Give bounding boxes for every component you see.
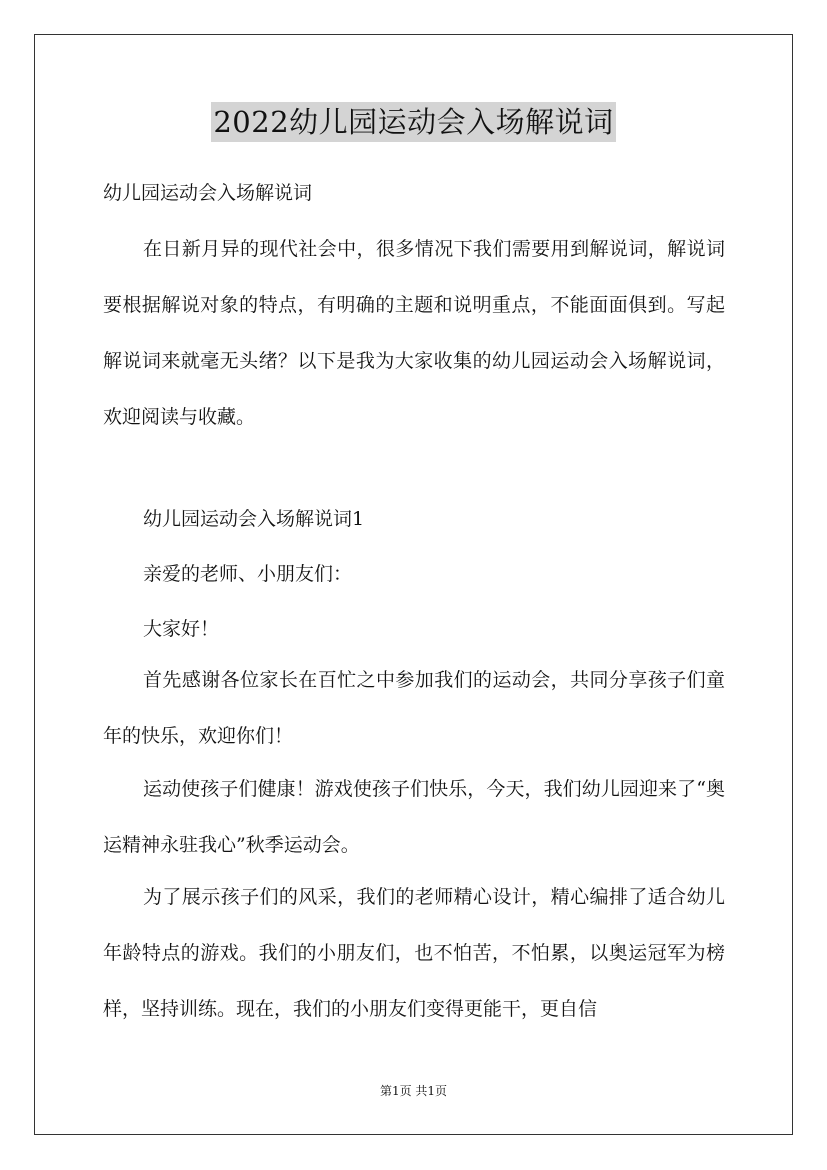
paragraph-thanks: 首先感谢各位家长在百忙之中参加我们的运动会，共同分享孩子们童年的快乐，欢迎你们！	[103, 669, 725, 747]
title-container	[0, 102, 827, 142]
paragraph-showcase: 为了展示孩子们的风采，我们的老师精心设计，精心编排了适合幼儿年龄特点的游戏。我们的小朋友们，也不怕苦，不怕累，以奥运冠军为榜样，坚持训练。现在，我们的小朋友们变得更能干，更自信	[103, 886, 725, 1020]
paragraph-section-heading: 幼儿园运动会入场解说词1	[143, 508, 365, 530]
document-title: 2022幼儿园运动会入场解说词	[211, 102, 615, 142]
paragraph-greeting: 大家好！	[143, 618, 220, 640]
page-footer: 第1页 共1页	[379, 1084, 448, 1098]
paragraph-subtitle: 幼儿园运动会入场解说词	[103, 182, 313, 204]
paragraph-salutation: 亲爱的老师、小朋友们：	[143, 563, 353, 585]
paragraph-intro: 在日新月异的现代社会中，很多情况下我们需要用到解说词，解说词要根据解说对象的特点，有明确的主题和说明重点，不能面面俱到。写起解说词来就毫无头绪？以下是我为大家收集的幼儿园运动会入场解说词，欢迎阅读与收藏。	[103, 238, 725, 428]
paragraph-sports: 运动使孩子们健康！游戏使孩子们快乐，今天，我们幼儿园迎来了“奥运精神永驻我心”秋季运动会。	[103, 778, 725, 856]
